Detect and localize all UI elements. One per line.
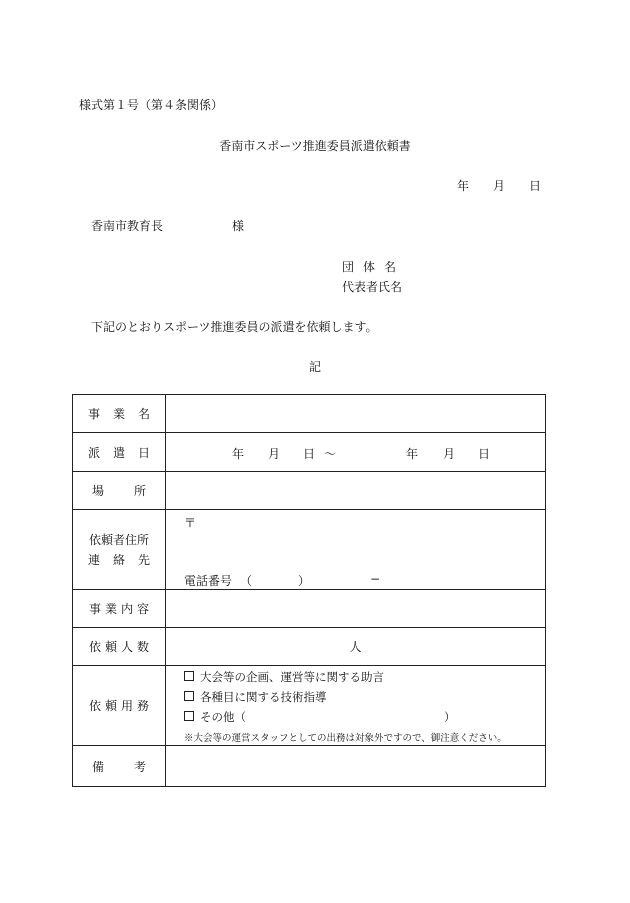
requester-label-line2: 連絡先 — [87, 552, 163, 567]
row-remarks — [73, 746, 546, 787]
checkbox-icon[interactable] — [184, 711, 194, 721]
request-form-table — [72, 394, 546, 787]
row-event-name — [73, 395, 546, 433]
period-label: 派遣日 — [87, 445, 163, 460]
tel-label: 電話番号 — [184, 574, 233, 588]
intro-text: 下記のとおりスポーツ推進委員の派遣を依頼します。 — [91, 320, 378, 334]
row-place — [73, 472, 546, 510]
row-count — [73, 628, 546, 666]
task-option-coaching[interactable]: 各種目に関する技術指導 — [184, 689, 327, 705]
content-field[interactable] — [166, 590, 546, 628]
row-period — [73, 433, 546, 472]
tel-paren-open: （ — [240, 574, 253, 588]
period-day1: 日 — [303, 447, 316, 461]
rep-name-label: 代表者氏名 — [342, 280, 403, 294]
remarks-label: 備考 — [91, 759, 176, 774]
count-unit: 人 — [349, 640, 362, 654]
date-month: 月 — [493, 179, 506, 193]
event-name-label: 事業名 — [87, 407, 163, 421]
event-name-field[interactable] — [166, 395, 546, 433]
row-requester — [73, 510, 546, 590]
row-content — [73, 590, 546, 628]
row-task — [73, 666, 546, 746]
content-label: 事業内容 — [88, 602, 153, 616]
org-name-label: 団体名 — [342, 260, 406, 274]
period-tilde: 〜 — [324, 447, 337, 461]
date-day: 日 — [529, 179, 542, 193]
count-field[interactable] — [166, 628, 546, 666]
addressee: 香南市教育長 — [91, 219, 164, 233]
task-note: ※大会等の運営スタッフとしての出務は対象外ですので、御注意ください。 — [184, 733, 507, 744]
task-option-other[interactable]: その他（ — [184, 709, 246, 725]
zip-mark: 〒 — [184, 516, 197, 530]
period-year1: 年 — [232, 447, 245, 461]
period-month2: 月 — [443, 447, 456, 461]
task-field — [166, 666, 546, 746]
checkbox-icon[interactable] — [184, 671, 194, 681]
form-number: 様式第１号（第４条関係） — [79, 98, 224, 112]
period-month1: 月 — [268, 447, 281, 461]
requester-label-line1: 依頼者住所 — [88, 532, 149, 547]
tel-dash: − — [370, 572, 381, 586]
checkbox-icon[interactable] — [184, 691, 194, 701]
place-field[interactable] — [166, 472, 546, 510]
period-day2: 日 — [478, 447, 491, 461]
ki-heading: 記 — [308, 360, 321, 374]
addressee-suffix: 様 — [232, 219, 245, 233]
remarks-field[interactable] — [166, 746, 546, 787]
period-year2: 年 — [406, 447, 419, 461]
document-title: 香南市スポーツ推進委員派遣依頼書 — [219, 139, 411, 153]
count-label: 依頼人数 — [88, 640, 153, 654]
place-label: 場所 — [91, 484, 176, 498]
date-year: 年 — [457, 179, 470, 193]
task-other-close: ） — [444, 710, 456, 724]
tel-paren-close: ） — [298, 574, 311, 588]
requester-field[interactable] — [166, 510, 546, 590]
date-line — [457, 177, 541, 194]
task-option-advice[interactable]: 大会等の企画、運営等に関する助言 — [184, 669, 384, 685]
task-label: 依頼用務 — [88, 699, 153, 713]
period-field[interactable] — [166, 433, 546, 472]
